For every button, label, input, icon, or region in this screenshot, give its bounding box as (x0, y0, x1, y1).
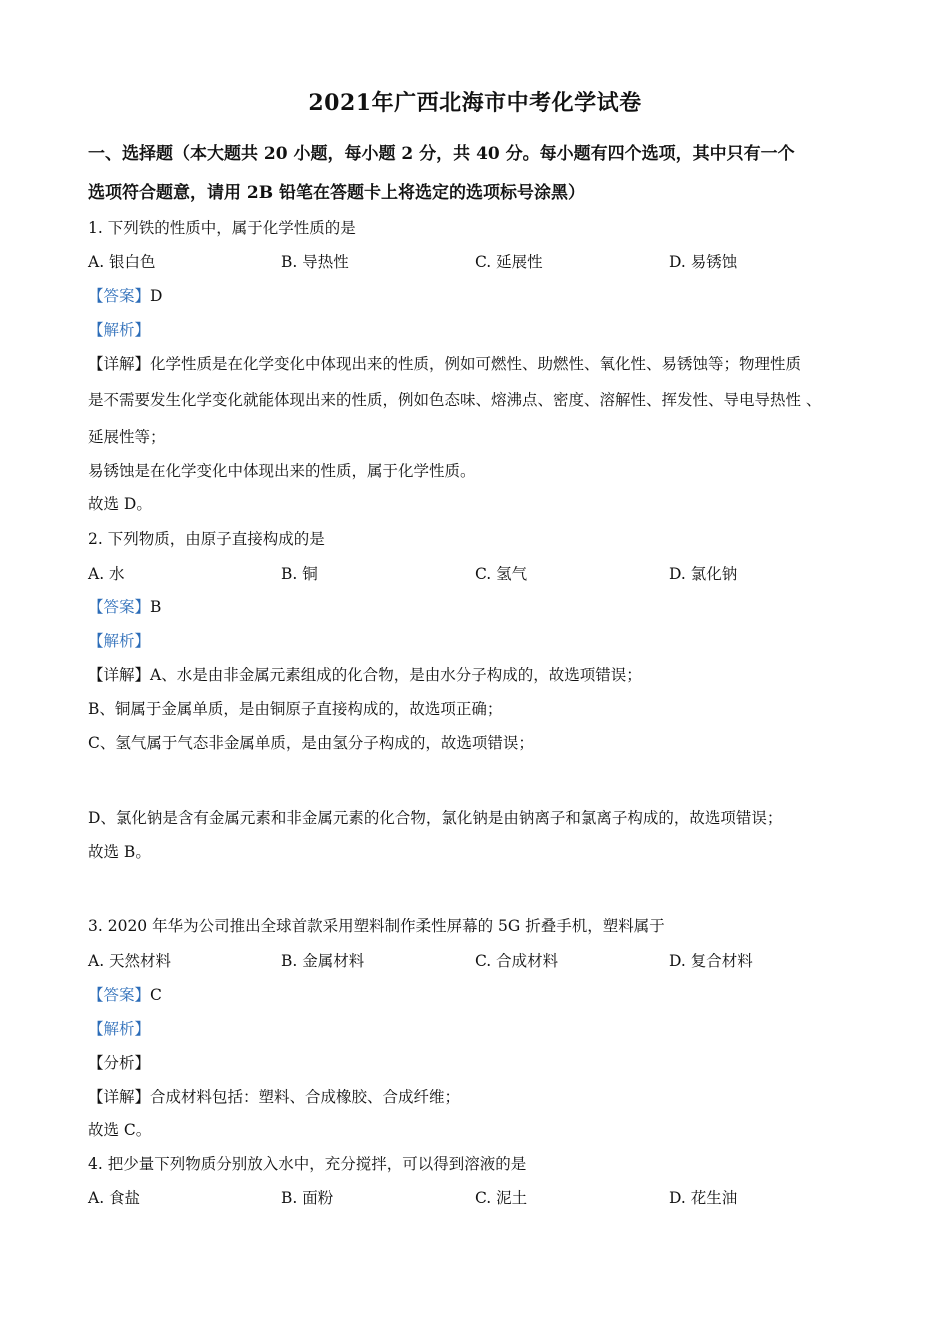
q1-option-d: D. 易锈蚀 (669, 253, 738, 271)
q2-detail-b: B、铜属于金属单质，是由铜原子直接构成的，故选项正确； (88, 700, 503, 718)
q4-option-d: D. 花生油 (669, 1189, 738, 1207)
q2-detail-a-text: A、水是由非金属元素组成的化合物，是由水分子构成的，故选项错误； (150, 666, 642, 684)
q2-option-c: C. 氢气 (475, 565, 528, 583)
q2-option-b: B. 铜 (281, 565, 318, 583)
q2-detail-d: D、氯化钠是含有金属元素和非金属元素的化合物，氯化钠是由钠离子和氯离子构成的，故选项错误； (88, 809, 783, 827)
q1-detail-line-3: 延展性等； (88, 428, 166, 446)
q3-stem: 3. 2020 年华为公司推出全球首款采用塑料制作柔性屏幕的 5G 折叠手机，塑料属于 (88, 917, 665, 935)
q3-detail-text: 合成材料包括：塑料、合成橡胶、合成纤维； (150, 1088, 461, 1106)
detail-label: 【详解】 (88, 1088, 151, 1106)
q2-analysis-label: 【解析】 (88, 632, 151, 650)
q1-detail-line-4: 易锈蚀是在化学变化中体现出来的性质，属于化学性质。 (88, 462, 476, 480)
q4-option-b: B. 面粉 (281, 1189, 334, 1207)
q2-detail-a (88, 665, 642, 685)
q3-option-c: C. 合成材料 (475, 952, 559, 970)
q1-detail-text-1: 化学性质是在化学变化中体现出来的性质，例如可燃性、助燃性、氧化性、易锈蚀等；物理性质 (150, 355, 802, 373)
q3-answer-value: C (150, 986, 162, 1004)
q3-conclusion: 故选 C。 (88, 1121, 152, 1139)
answer-label: 【答案】 (88, 598, 151, 616)
q4-option-a: A. 食盐 (88, 1189, 141, 1207)
q2-detail-c: C、氢气属于气态非金属单质，是由氢分子构成的，故选项错误； (88, 734, 534, 752)
q1-analysis-label: 【解析】 (88, 321, 151, 339)
answer-label: 【答案】 (88, 986, 151, 1004)
section-heading-line-1: 一、选择题（本大题共 20 小题，每小题 2 分，共 40 分。每小题有四个选项，其中只有一个 (88, 144, 795, 164)
q3-option-a: A. 天然材料 (88, 952, 172, 970)
q2-stem: 2. 下列物质，由原子直接构成的是 (88, 530, 325, 548)
q1-answer-value: D (150, 287, 163, 305)
q2-conclusion: 故选 B。 (88, 843, 151, 861)
q3-fenxi-label: 【分析】 (88, 1054, 151, 1072)
detail-label: 【详解】 (88, 666, 151, 684)
q2-option-a: A. 水 (88, 565, 125, 583)
section-heading-line-2: 选项符合题意，请用 2B 铅笔在答题卡上将选定的选项标号涂黑） (88, 183, 586, 203)
q1-detail-line-2: 是不需要发生化学变化就能体现出来的性质，例如色态味、熔沸点、密度、溶解性、挥发性、导电导热性 、 (88, 391, 822, 409)
q1-option-b: B. 导热性 (281, 253, 349, 271)
q4-stem: 4. 把少量下列物质分别放入水中，充分搅拌，可以得到溶液的是 (88, 1155, 527, 1173)
detail-label: 【详解】 (88, 355, 151, 373)
q1-stem: 1. 下列铁的性质中，属于化学性质的是 (88, 219, 356, 237)
q2-answer-value: B (150, 598, 162, 616)
q3-option-d: D. 复合材料 (669, 952, 753, 970)
answer-label: 【答案】 (88, 287, 151, 305)
q3-analysis-label: 【解析】 (88, 1020, 151, 1038)
q3-answer (88, 985, 162, 1005)
q3-detail (88, 1087, 460, 1107)
q1-option-c: C. 延展性 (475, 253, 543, 271)
page-title: 2021年广西北海市中考化学试卷 (308, 90, 642, 116)
q1-detail-line-1 (88, 354, 801, 374)
q1-conclusion: 故选 D。 (88, 495, 152, 513)
q4-option-c: C. 泥土 (475, 1189, 528, 1207)
q2-option-d: D. 氯化钠 (669, 565, 738, 583)
q1-answer (88, 286, 162, 306)
q3-option-b: B. 金属材料 (281, 952, 365, 970)
q2-answer (88, 597, 161, 617)
q1-option-a: A. 银白色 (88, 253, 156, 271)
